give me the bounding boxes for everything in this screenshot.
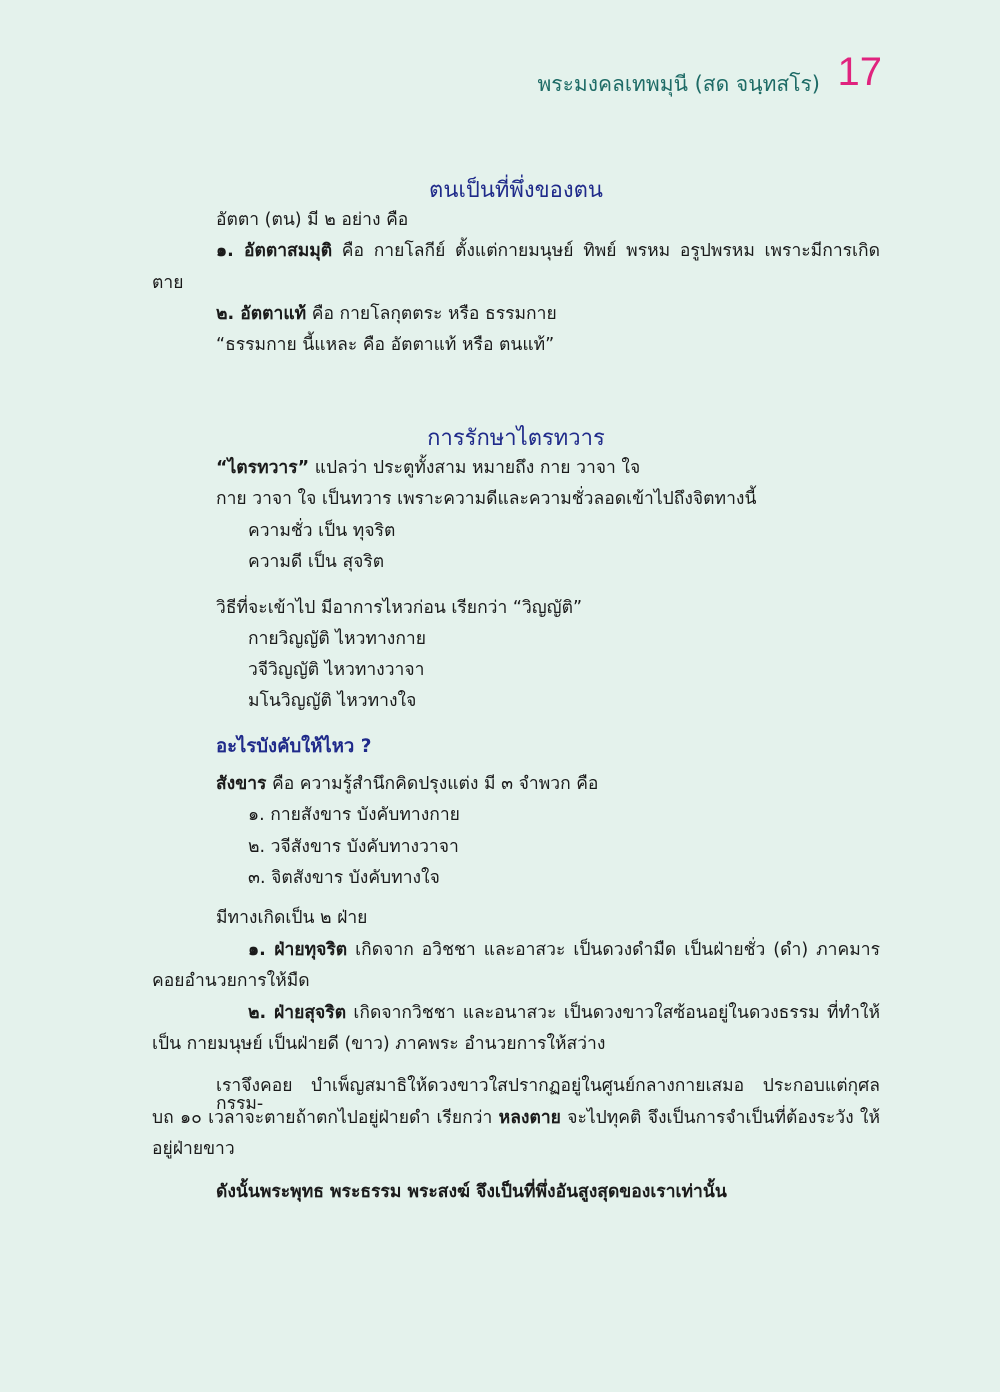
quote-line: “ธรรมกาย นี้แหละ คือ อัตตาแท้ หรือ ตนแท้”: [216, 335, 555, 355]
vinnatti-mind: มโนวิญญัติ ไหวทางใจ: [248, 691, 417, 711]
definition-text: แปลว่า ประตูทั้งสาม หมายถึง กาย วาจา ใจ: [309, 458, 641, 478]
paragraph-line-1: เราจึงคอย บำเพ็ญสมาธิให้ดวงขาวใสปรากฏอยู่ในศูนย์กลางกายเสมอ ประกอบแต่กุศลกรรม-: [216, 1076, 880, 1114]
side1-continuation: คอยอำนวยการให้มืด: [152, 971, 310, 991]
vinnatti-speech: วจีวิญญัติ ไหวทางวาจา: [248, 660, 425, 680]
section-heading-three-doors: การรักษาไตรทวาร: [427, 426, 605, 451]
sankhara-label: สังขาร: [216, 774, 267, 794]
doors-line: กาย วาจา ใจ เป็นทวาร เพราะความดีและความชั่วลอดเข้าไปถึงจิตทางนี้: [216, 489, 757, 509]
item1-line: [216, 243, 880, 261]
item1-continuation: ตาย: [152, 273, 184, 293]
paragraph-line-2c: จะไปทุคติ จึงเป็นการจำเป็นที่ต้องระวัง ให้: [560, 1108, 881, 1128]
sankhara-item-2: ๒. วจีสังขาร บังคับทางวาจา: [248, 837, 459, 857]
sankhara-item-3: ๓. จิตสังขาร บังคับทางใจ: [248, 868, 440, 888]
way-line: วิธีที่จะเข้าไป มีอาการไหวก่อน เรียกว่า “วิญญัติ”: [216, 598, 583, 618]
sankhara-item-1: ๑. กายสังขาร บังคับทางกาย: [248, 805, 460, 825]
item1-text: คือ กายโลกีย์ ตั้งแต่กายมนุษย์ ทิพย์ พรหม อรูปพรหม เพราะมีการเกิด: [332, 241, 880, 261]
section-heading-refuge: ตนเป็นที่พึ่งของตน: [429, 178, 603, 203]
item2-text: คือ กายโลกุตตระ หรือ ธรรมกาย: [306, 304, 557, 324]
paragraph-line-2a: บถ ๑๐ เวลาจะตายถ้าตกไปอยู่ฝ่ายดำ เรียกว่า: [152, 1108, 499, 1128]
definition-line: [216, 460, 640, 478]
side1-label: ๑. ฝ่ายทุจริต: [248, 940, 348, 960]
intro-line: อัตตา (ตน) มี ๒ อย่าง คือ: [216, 210, 409, 230]
side2-line: [248, 1005, 880, 1023]
conclusion-line: ดังนั้นพระพุทธ พระธรรม พระสงฆ์ จึงเป็นที่พึ่งอันสูงสุดของเราเท่านั้น: [216, 1182, 727, 1202]
side1-line: [248, 942, 880, 960]
bad-line: ความชั่ว เป็น ทุจริต: [248, 521, 396, 541]
item1-label: ๑. อัตตาสมมุติ: [216, 241, 333, 261]
page-number: 17: [837, 50, 882, 94]
side2-text: เกิดจากวิชชา และอนาสวะ เป็นดวงขาวใสซ้อนอยู่ในดวงธรรม ที่ทำให้: [346, 1003, 880, 1023]
paragraph-line-3: อยู่ฝ่ายขาว: [152, 1139, 235, 1159]
item2-line: [216, 306, 557, 324]
good-line: ความดี เป็น สุจริต: [248, 552, 385, 572]
sankhara-line: [216, 776, 598, 794]
two-sides-line: มีทางเกิดเป็น ๒ ฝ่าย: [216, 908, 368, 928]
side2-label: ๒. ฝ่ายสุจริต: [248, 1003, 347, 1023]
item2-label: ๒. อัตตาแท้: [216, 304, 307, 324]
vinnatti-body: กายวิญญัติ ไหวทางกาย: [248, 629, 426, 649]
side1-text: เกิดจาก อวิชชา และอาสวะ เป็นดวงดำมืด เป็นฝ่ายชั่ว (ดำ) ภาคมาร: [347, 940, 880, 960]
header-author: พระมงคลเทพมุนี (สด จนฺทสโร): [537, 72, 820, 96]
paragraph-bold-term: หลงตาย: [498, 1108, 561, 1128]
sankhara-text: คือ ความรู้สำนึกคิดปรุงแต่ง มี ๓ จำพวก คือ: [266, 774, 599, 794]
side2-continuation: เป็น กายมนุษย์ เป็นฝ่ายดี (ขาว) ภาคพระ อำนวยการให้สว่าง: [152, 1034, 606, 1054]
definition-label: “ไตรทวาร”: [216, 458, 310, 478]
subheading-what-controls: อะไรบังคับให้ไหว ?: [216, 736, 372, 757]
paragraph-line-2: [152, 1110, 880, 1128]
